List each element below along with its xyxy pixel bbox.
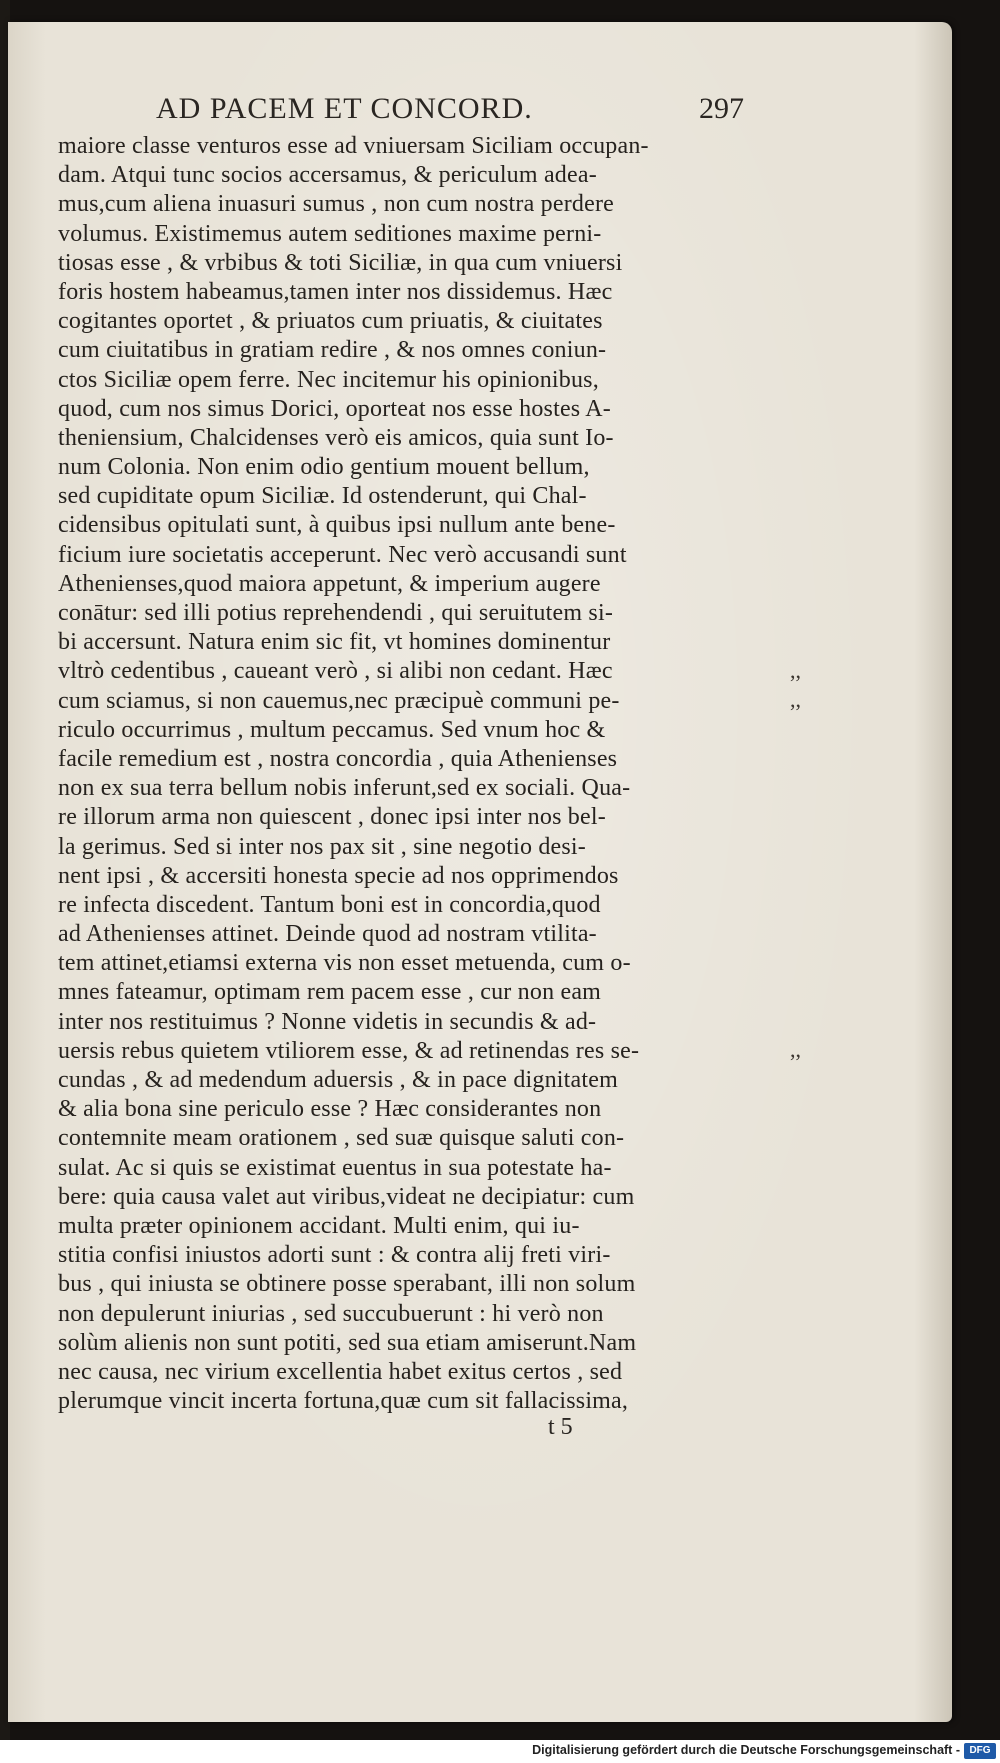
text-line: la gerimus. Sed si inter nos pax sit , sine negotio desi- [58,833,586,860]
text-line: foris hostem habeamus,tamen inter nos dissidemus. Hæc [58,278,613,305]
margin-quote-mark: ,, [790,1037,801,1063]
margin-quote-mark: ,, [790,686,801,712]
text-line: uersis rebus quietem vtiliorem esse, & ad retinendas res se- [58,1037,640,1064]
text-line: plerumque vincit incerta fortuna,quæ cum sit fallacissima, [58,1388,629,1415]
text-line: non ex sua terra bellum nobis inferunt,sed ex sociali. Qua- [58,775,631,802]
text-line: ctos Siciliæ opem ferre. Nec incitemur his opinionibus, [58,366,599,393]
dfg-logo: DFG [964,1743,996,1759]
text-line: bi accersunt. Natura enim sic fit, vt homines dominentur [58,629,611,656]
text-line: multa præter opinionem accidant. Multi enim, qui iu- [58,1212,580,1239]
signature-mark: t 5 [548,1414,573,1440]
book-page [8,22,952,1722]
text-line: num Colonia. Non enim odio gentium mouent bellum, [58,454,590,481]
text-line: re illorum arma non quiescent , donec ipsi inter nos bel- [58,804,606,831]
text-line: mus,cum aliena inuasuri sumus , non cum nostra perdere [58,191,615,218]
text-line: bere: quia causa valet aut viribus,videat ne decipiatur: cum [58,1183,635,1210]
margin-quote-mark: ,, [790,657,801,683]
text-line: cum sciamus, si non cauemus,nec præcipuè communi pe- [58,687,620,714]
running-head: AD PACEM ET CONCORD. [156,92,533,125]
text-line: tiosas esse , & vrbibus & toti Siciliæ, in qua cum vniuersi [58,249,623,276]
text-line: tem attinet,etiamsi externa vis non esset metuenda, cum o- [58,950,631,977]
text-line: bus , qui iniusta se obtinere posse sperabant, illi non solum [58,1271,636,1298]
text-line: solùm alienis non sunt potiti, sed sua etiam amiserunt.Nam [58,1329,637,1356]
footer-strip [0,1740,1000,1763]
text-line: contemnite meam orationem , sed suæ quisque saluti con- [58,1125,625,1152]
text-line: inter nos restituimus ? Nonne videtis in secundis & ad- [58,1008,597,1035]
text-line: cidensibus opitulati sunt, à quibus ipsi nullum ante bene- [58,512,616,539]
text-line: re infecta discedent. Tantum boni est in concordia,quod [58,891,601,918]
text-line: theniensium, Chalcidenses verò eis amicos, quia sunt Io- [58,424,614,451]
text-line: dam. Atqui tunc socios accersamus, & periculum adea- [58,162,597,189]
page-number: 297 [699,92,744,125]
text-line: riculo occurrimus , multum peccamus. Sed vnum hoc & [58,716,606,743]
text-line: cogitantes oportet , & priuatos cum priuatis, & ciuitates [58,308,603,335]
text-line: quod, cum nos simus Dorici, oporteat nos esse hostes A- [58,395,611,422]
text-line: stitia confisi iniustos adorti sunt : & contra alij freti viri- [58,1242,611,1269]
text-line: facile remedium est , nostra concordia , quia Athenienses [58,745,618,772]
text-line: conātur: sed illi potius reprehendendi , qui seruitutem si- [58,600,614,626]
page-header [156,92,744,132]
text-line: nec causa, nec virium excellentia habet exitus certos , sed [58,1358,623,1385]
text-line: non depulerunt iniurias , sed succubuerunt : hi verò non [58,1300,604,1327]
text-line: Athenienses,quod maiora appetunt, & imperium augere [58,570,601,597]
text-line: volumus. Existimemus autem seditiones maxime perni- [58,220,602,247]
text-line: cum ciuitatibus in gratiam redire , & nos omnes coniun- [58,337,607,364]
digitization-credit: Digitalisierung gefördert durch die Deutsche Forschungsgemeinschaft - [532,1743,960,1757]
text-line: cundas , & ad medendum aduersis , & in pace dignitatem [58,1067,618,1093]
text-line: sulat. Ac si quis se existimat euentus in sua potestate ha- [58,1154,612,1181]
text-line: ficium iure societatis acceperunt. Nec verò accusandi sunt [58,541,627,568]
text-line: mnes fateamur, optimam rem pacem esse , cur non eam [58,979,602,1006]
text-line: ad Athenienses attinet. Deinde quod ad nostram vtilita- [58,921,597,948]
text-line: & alia bona sine periculo esse ? Hæc considerantes non [58,1096,602,1123]
text-line: nent ipsi , & accersiti honesta specie ad nos opprimendos [58,862,619,889]
body-text [58,132,801,1416]
text-line: maiore classe venturos esse ad vniuersam Siciliam occupan- [58,133,649,159]
text-line: vltrò cedentibus , caueant verò , si alibi non cedant. Hæc [58,658,613,685]
text-line: sed cupiditate opum Siciliæ. Id ostenderunt, qui Chal- [58,483,587,510]
